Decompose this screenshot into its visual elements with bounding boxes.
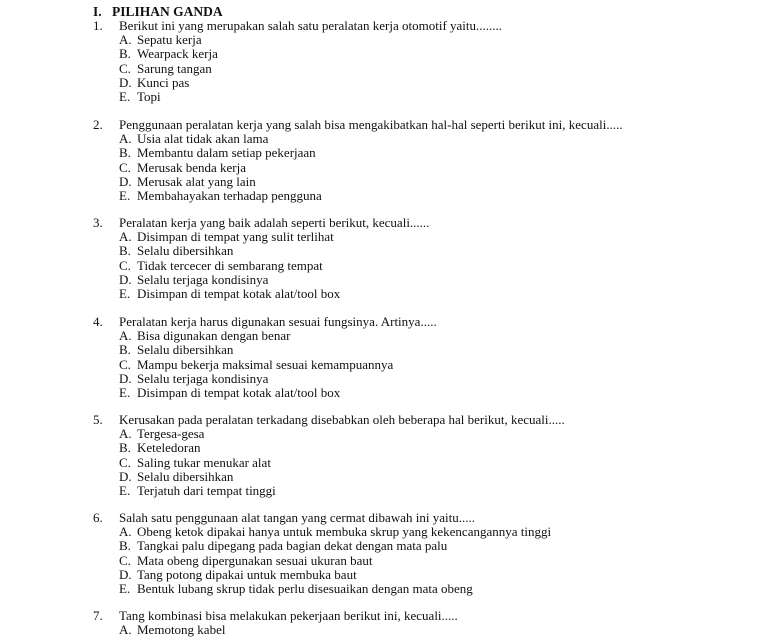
answer-option[interactable] bbox=[119, 386, 393, 400]
option-letter: D. bbox=[119, 173, 132, 189]
option-letter: B. bbox=[119, 46, 131, 62]
option-text: Tergesa-gesa bbox=[137, 426, 205, 442]
option-text: Selalu dibersihkan bbox=[137, 468, 234, 484]
question-number: 1. bbox=[93, 18, 103, 33]
option-letter: C. bbox=[119, 454, 131, 470]
option-text: Tang potong dipakai untuk membuka baut bbox=[137, 566, 357, 582]
answer-option[interactable] bbox=[119, 329, 393, 343]
option-letter: B. bbox=[119, 145, 131, 161]
option-letter: E. bbox=[119, 89, 131, 104]
answer-option[interactable] bbox=[119, 287, 340, 301]
question-stem bbox=[93, 315, 437, 329]
option-letter: B. bbox=[119, 538, 131, 554]
question-stem bbox=[93, 118, 623, 132]
option-letter: D. bbox=[119, 74, 132, 90]
section-number: I. bbox=[93, 4, 102, 19]
answer-options bbox=[119, 230, 340, 301]
question-text: Penggunaan peralatan kerja yang salah bisa mengakibatkan hal-hal seperti berikut ini, kecuali..... bbox=[119, 117, 623, 132]
option-text: Membahayakan terhadap pengguna bbox=[137, 188, 322, 203]
option-text: Topi bbox=[137, 89, 161, 104]
answer-options bbox=[119, 329, 393, 400]
answer-option[interactable] bbox=[119, 568, 551, 582]
option-text: Bisa digunakan dengan benar bbox=[137, 328, 291, 344]
option-text: Usia alat tidak akan lama bbox=[137, 131, 269, 147]
answer-option[interactable] bbox=[119, 343, 393, 357]
option-letter: A. bbox=[119, 32, 132, 48]
answer-option[interactable] bbox=[119, 161, 322, 175]
question-number: 3. bbox=[93, 215, 103, 230]
answer-option[interactable] bbox=[119, 427, 276, 441]
option-letter: B. bbox=[119, 243, 131, 259]
answer-option[interactable] bbox=[119, 33, 218, 47]
section-title: PILIHAN GANDA bbox=[112, 4, 223, 19]
answer-options bbox=[119, 132, 322, 203]
option-letter: D. bbox=[119, 271, 132, 287]
answer-option[interactable] bbox=[119, 146, 322, 160]
option-text: Disimpan di tempat kotak alat/tool box bbox=[137, 286, 341, 301]
question-stem bbox=[93, 413, 565, 427]
answer-option[interactable] bbox=[119, 582, 551, 596]
question-number: 4. bbox=[93, 314, 103, 329]
answer-option[interactable] bbox=[119, 525, 551, 539]
question-stem bbox=[93, 609, 458, 623]
question-stem bbox=[93, 511, 475, 525]
option-letter: E. bbox=[119, 385, 131, 400]
option-text: Selalu dibersihkan bbox=[137, 342, 234, 358]
option-text: Keteledoran bbox=[137, 440, 201, 456]
option-text: Sarung tangan bbox=[137, 60, 212, 76]
answer-option[interactable] bbox=[119, 273, 340, 287]
option-text: Memotong kabel bbox=[137, 622, 226, 637]
question-text: Peralatan kerja harus digunakan sesuai fungsinya. Artinya..... bbox=[119, 314, 437, 329]
answer-option[interactable] bbox=[119, 132, 322, 146]
answer-option[interactable] bbox=[119, 90, 218, 104]
option-letter: C. bbox=[119, 159, 131, 175]
option-letter: C. bbox=[119, 60, 131, 76]
option-text: Selalu terjaga kondisinya bbox=[137, 271, 269, 287]
option-letter: D. bbox=[119, 370, 132, 386]
option-letter: A. bbox=[119, 131, 132, 147]
answer-options bbox=[119, 525, 551, 596]
option-letter: D. bbox=[119, 468, 132, 484]
answer-option[interactable] bbox=[119, 470, 276, 484]
option-text: Merusak benda kerja bbox=[137, 159, 247, 175]
option-letter: E. bbox=[119, 581, 131, 596]
option-text: Terjatuh dari tempat tinggi bbox=[137, 483, 276, 498]
answer-option[interactable] bbox=[119, 554, 551, 568]
question-text: Peralatan kerja yang baik adalah seperti berikut, kecuali...... bbox=[119, 215, 430, 230]
answer-option[interactable] bbox=[119, 62, 218, 76]
option-text: Tidak tercecer di sembarang tempat bbox=[137, 257, 323, 273]
answer-option[interactable] bbox=[119, 539, 551, 553]
question-number: 2. bbox=[93, 117, 103, 132]
answer-option[interactable] bbox=[119, 76, 218, 90]
answer-option[interactable] bbox=[119, 441, 276, 455]
answer-option[interactable] bbox=[119, 623, 225, 637]
answer-option[interactable] bbox=[119, 372, 393, 386]
question-text: Tang kombinasi bisa melakukan pekerjaan berikut ini, kecuali..... bbox=[119, 608, 458, 623]
question-number: 6. bbox=[93, 510, 103, 525]
answer-option[interactable] bbox=[119, 484, 276, 498]
answer-options bbox=[119, 427, 276, 498]
question-stem bbox=[93, 19, 502, 33]
option-letter: A. bbox=[119, 229, 132, 245]
option-letter: C. bbox=[119, 552, 131, 568]
option-text: Bentuk lubang skrup tidak perlu disesuaikan dengan mata obeng bbox=[137, 581, 473, 596]
option-text: Tangkai palu dipegang pada bagian dekat dengan mata palu bbox=[137, 538, 448, 554]
option-letter: A. bbox=[119, 426, 132, 442]
option-letter: B. bbox=[119, 440, 131, 456]
answer-option[interactable] bbox=[119, 230, 340, 244]
answer-option[interactable] bbox=[119, 175, 322, 189]
option-text: Merusak alat yang lain bbox=[137, 173, 256, 189]
answer-options bbox=[119, 623, 225, 637]
option-text: Saling tukar menukar alat bbox=[137, 454, 271, 470]
option-text: Mampu bekerja maksimal sesuai kemampuannya bbox=[137, 356, 394, 372]
answer-option[interactable] bbox=[119, 259, 340, 273]
answer-options bbox=[119, 33, 218, 104]
answer-option[interactable] bbox=[119, 358, 393, 372]
option-text: Disimpan di tempat kotak alat/tool box bbox=[137, 385, 341, 400]
question-text: Salah satu penggunaan alat tangan yang cermat dibawah ini yaitu..... bbox=[119, 510, 475, 525]
option-letter: E. bbox=[119, 286, 131, 301]
answer-option[interactable] bbox=[119, 244, 340, 258]
option-text: Mata obeng dipergunakan sesuai ukuran baut bbox=[137, 552, 373, 568]
option-letter: E. bbox=[119, 483, 131, 498]
option-letter: C. bbox=[119, 257, 131, 273]
option-text: Disimpan di tempat yang sulit terlihat bbox=[137, 229, 334, 245]
question-text: Kerusakan pada peralatan terkadang disebabkan oleh beberapa hal berikut, kecuali..... bbox=[119, 412, 565, 427]
option-text: Selalu terjaga kondisinya bbox=[137, 370, 269, 386]
option-letter: D. bbox=[119, 566, 132, 582]
option-text: Wearpack kerja bbox=[137, 46, 218, 62]
question-text: Berikut ini yang merupakan salah satu peralatan kerja otomotif yaitu........ bbox=[119, 18, 503, 33]
option-letter: B. bbox=[119, 342, 131, 358]
option-letter: A. bbox=[119, 622, 132, 637]
answer-option[interactable] bbox=[119, 456, 276, 470]
option-text: Sepatu kerja bbox=[137, 32, 202, 48]
option-text: Obeng ketok dipakai hanya untuk membuka skrup yang kekencangannya tinggi bbox=[137, 524, 552, 540]
option-text: Kunci pas bbox=[137, 74, 190, 90]
question-number: 7. bbox=[93, 608, 103, 623]
question-number: 5. bbox=[93, 412, 103, 427]
question-stem bbox=[93, 216, 429, 230]
option-letter: A. bbox=[119, 524, 132, 540]
option-letter: C. bbox=[119, 356, 131, 372]
option-letter: A. bbox=[119, 328, 132, 344]
answer-option[interactable] bbox=[119, 47, 218, 61]
option-letter: E. bbox=[119, 188, 131, 203]
option-text: Membantu dalam setiap pekerjaan bbox=[137, 145, 316, 161]
option-text: Selalu dibersihkan bbox=[137, 243, 234, 259]
answer-option[interactable] bbox=[119, 189, 322, 203]
